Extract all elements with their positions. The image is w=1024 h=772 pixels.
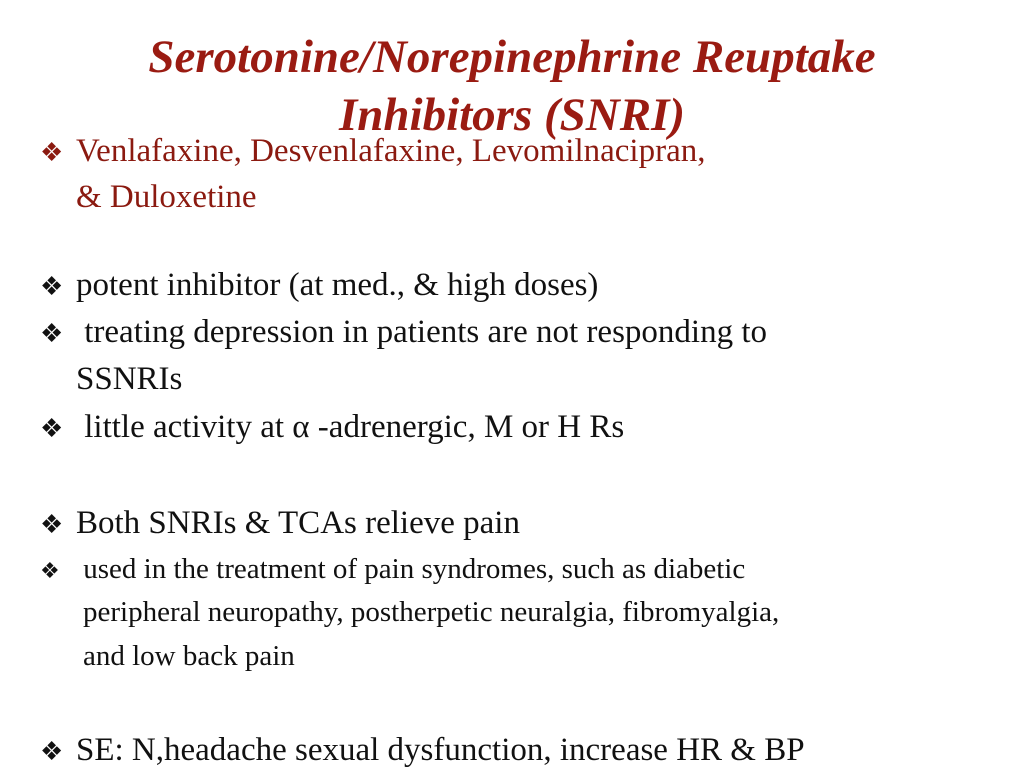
slide-title-line-2: Inhibitors (SNRI): [338, 89, 686, 141]
diamond-bullet-icon: ❖: [40, 558, 60, 583]
bullet-pain-syndromes: [40, 551, 745, 589]
bullet-pain-syndromes-line-2: peripheral neuropathy, postherpetic neuralgia, fibromyalgia,: [83, 596, 780, 628]
diamond-bullet-icon: ❖: [40, 414, 64, 443]
diamond-bullet-icon: ❖: [40, 138, 64, 167]
drug-list-line-1: Venlafaxine, Desvenlafaxine, Levomilnacipran,: [76, 133, 706, 169]
diamond-bullet-icon: ❖: [40, 737, 64, 766]
bullet-little-activity: [40, 407, 624, 449]
bullet-pain-syndromes-line-3: and low back pain: [83, 640, 295, 672]
bullet-text: treating depression in patients are not responding to: [76, 314, 768, 350]
diamond-bullet-icon: ❖: [40, 319, 64, 348]
slide-title-line-1: Serotonine/Norepinephrine Reuptake: [148, 31, 876, 83]
bullet-treating-depression: [40, 312, 767, 354]
bullet-text: Both SNRIs & TCAs relieve pain: [76, 505, 520, 541]
drug-list-line-2: & Duloxetine: [76, 179, 257, 215]
bullet-text: little activity at α -adrenergic, M or H Rs: [76, 409, 625, 445]
bullet-treating-depression-line-2: SSNRIs: [76, 361, 183, 397]
diamond-bullet-icon: ❖: [40, 510, 64, 539]
slide-title: [0, 28, 1024, 144]
diamond-bullet-icon: ❖: [40, 272, 64, 301]
bullet-potent-inhibitor: [40, 265, 598, 307]
bullet-text: potent inhibitor (at med., & high doses): [76, 267, 599, 303]
bullet-text: SE: N,headache sexual dysfunction, increase HR & BP: [76, 732, 805, 768]
bullet-relieve-pain: [40, 503, 520, 545]
drug-list-item: [40, 131, 705, 173]
bullet-text: used in the treatment of pain syndromes, such as diabetic: [76, 553, 746, 585]
bullet-side-effects: [40, 730, 805, 772]
